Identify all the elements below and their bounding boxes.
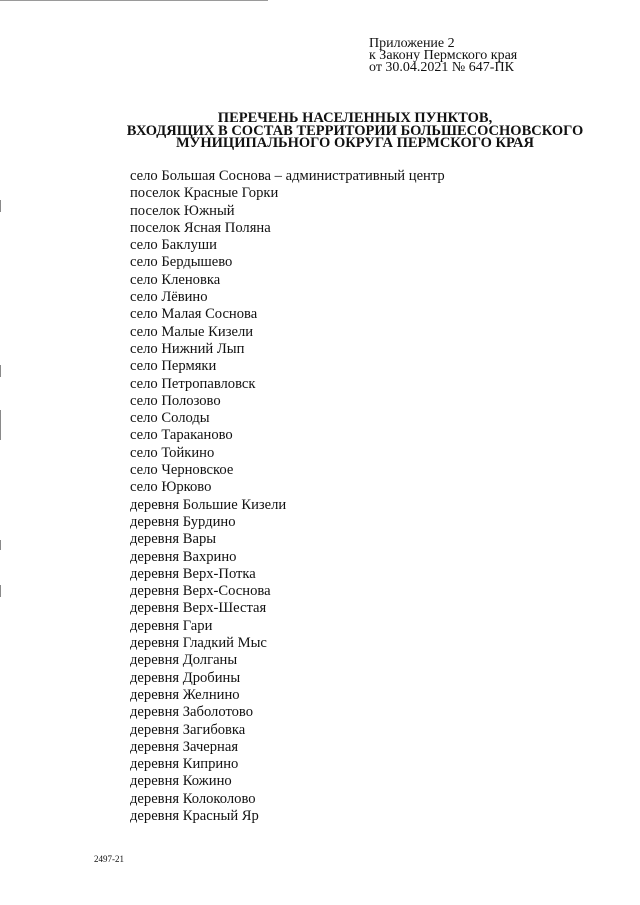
list-item: село Малые Кизели (130, 323, 254, 340)
list-item: деревня Вахрино (130, 548, 237, 565)
list-item: деревня Зачерная (130, 738, 239, 755)
list-item: деревня Верх-Шестая (130, 600, 267, 617)
appendix-number: Приложение 2 (369, 36, 455, 51)
list-item: деревня Дробины (130, 669, 241, 686)
scan-artifact-line (0, 0, 268, 1)
document-number: 2497-21 (94, 854, 124, 864)
list-item: село Бердышево (130, 254, 233, 271)
list-item: поселок Ясная Поляна (130, 219, 271, 236)
title-line: ПЕРЕЧЕНЬ НАСЕЛЕННЫХ ПУНКТОВ, (217, 110, 493, 126)
list-item: деревня Колоколово (130, 790, 256, 807)
title-line: ВХОДЯЩИХ В СОСТАВ ТЕРРИТОРИИ БОЛЬШЕСОСНОВСКОГО (126, 122, 584, 139)
list-item: село Пермяки (130, 358, 217, 375)
list-item: деревня Долганы (130, 652, 238, 669)
list-item: поселок Красные Горки (130, 185, 279, 202)
list-item: деревня Загибовка (130, 721, 246, 738)
list-item: деревня Заболотово (130, 704, 254, 721)
list-item: деревня Кожино (130, 773, 232, 790)
scan-edge-mark (0, 540, 1, 550)
list-item: деревня Верх-Потка (130, 565, 256, 582)
scan-edge-mark (0, 585, 1, 597)
title-line: МУНИЦИПАЛЬНОГО ОКРУГА ПЕРМСКОГО КРАЯ (176, 135, 534, 151)
appendix-law-date: от 30.04.2021 № 647-ПК (369, 60, 514, 75)
scan-edge-mark (0, 200, 1, 212)
list-item: село Черновское (130, 462, 234, 479)
list-item: село Тойкино (130, 444, 215, 461)
list-item: село Малая Соснова (130, 306, 258, 323)
list-item: деревня Большие Кизели (130, 496, 287, 513)
list-item: деревня Бурдино (130, 513, 236, 530)
list-item: село Нижний Лып (130, 340, 245, 357)
list-item: деревня Желнино (130, 686, 240, 703)
list-item: село Солоды (130, 410, 210, 427)
list-item: село Тараканово (130, 427, 233, 444)
settlement-list (130, 168, 445, 825)
scan-edge-mark (0, 365, 1, 377)
list-item: деревня Вары (130, 531, 217, 548)
list-item: село Юрково (130, 479, 212, 496)
appendix-header (369, 38, 599, 74)
list-item: село Большая Соснова – административный центр (130, 168, 445, 184)
list-item: деревня Киприно (130, 756, 239, 773)
list-item: поселок Южный (130, 202, 235, 219)
list-item: деревня Верх-Соснова (130, 583, 271, 600)
scan-edge-mark (0, 410, 1, 440)
list-item: село Баклуши (130, 237, 217, 254)
appendix-law-reference: к Закону Пермского края (369, 48, 518, 63)
list-item: село Кленовка (130, 271, 221, 288)
list-item: деревня Гладкий Мыс (130, 635, 267, 652)
list-item: село Полозово (130, 392, 221, 409)
list-item: село Петропавловск (130, 375, 256, 392)
list-item: деревня Красный Яр (130, 807, 259, 824)
list-item: деревня Гари (130, 617, 213, 634)
list-item: село Лёвино (130, 289, 208, 306)
document-title (60, 112, 640, 150)
